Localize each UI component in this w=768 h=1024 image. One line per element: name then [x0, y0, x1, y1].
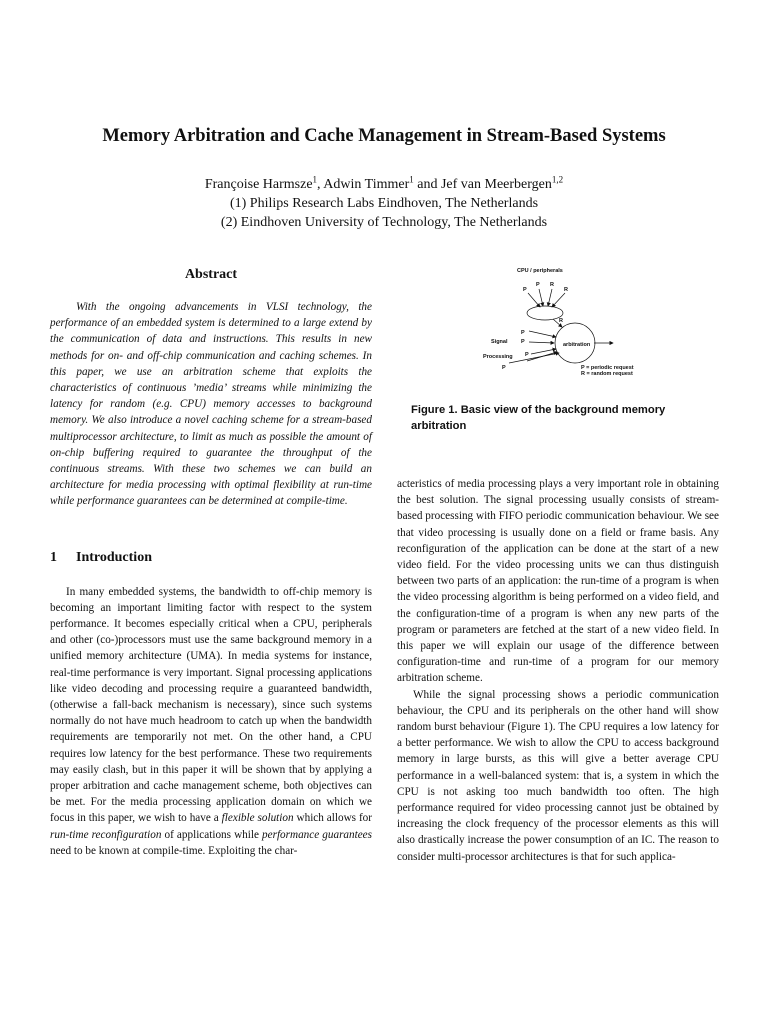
figure-caption: Figure 1. Basic view of the background memory arbitration: [411, 404, 666, 432]
signal-label: Signal: [491, 339, 508, 345]
affiliation-mark: 1,2: [551, 174, 564, 185]
section-number: 1: [50, 549, 57, 565]
author-name: Jef van Meerbergen: [440, 177, 552, 192]
emphasis-text: flexible solution: [221, 812, 294, 825]
legend-periodic: P = periodic request: [581, 365, 634, 371]
random-label: R: [559, 318, 563, 324]
body-paragraph: acteristics of media processing plays a very important role in obtaining the best solution. The signal processing usually consists of stream-based processing with FIFO periodic communication behaviour. We see that video processing is usually done on a field or frame basis. Any reconfiguration of the application can be done at the start of a new video field. For the video processing units we can thus distinguish between two parts of an application: the run-time of a program is when the video processing algorithm is being performed on a video field, and the configuration-time of a program is when any new parts of the program or parameters are fetched at the start of a new video field. In this paper we will explain our usage of the difference between configuration-time and run-time of a program for our memory arbitration scheme.: [397, 478, 719, 685]
periodic-label: P: [502, 365, 506, 371]
text-run: which allows for: [293, 812, 372, 825]
legend-random: R = random request: [581, 371, 633, 377]
author-name: Adwin Timmer: [323, 177, 410, 192]
affiliation-2: (2) Eindhoven University of Technology, The Netherlands: [220, 215, 548, 230]
affiliation-1: (1) Philips Research Labs Eindhoven, The Netherlands: [229, 196, 539, 211]
figure-1: [397, 263, 719, 393]
right-text-block: [397, 476, 719, 865]
author-line: [40, 175, 728, 194]
request-arrow: [509, 353, 559, 363]
text-run: In many embedded systems, the bandwidth to off-chip memory is becoming an important limiting factor with respect to the system performance. It becomes especially critical when a CPU, peripherals and other (co-)processors must use the same background memory in a unified memory architecture (UMA). In media systems for instance, real-time performance is very important. Signal processing applications like video decoding and processing require a guaranteed bandwidth, (otherwise a fall-back mechanism is necessary), since such systems normally do not have much headroom to catch up when the bandwidth requirements are temporarily not met. On the other hand, a CPU requires low latency for the best performance. These two requirements may easily clash, but in this paper it will be shown that by applying a proper arbitration and cache management scheme, both objectives can be met. For the media processing application domain on which we focus in this paper, we wish to have a: [50, 585, 372, 825]
cpu-request-queue-shape: [527, 306, 563, 320]
request-arrow: [548, 289, 552, 306]
periodic-label: P: [521, 330, 525, 336]
section-heading: [50, 548, 372, 568]
emphasis-text: run-time reconfiguration: [50, 828, 162, 841]
cpu-peripherals-label: CPU / peripherals: [517, 268, 563, 274]
text-run: need to be known at compile-time. Exploiting the char-: [50, 844, 298, 857]
paper-title: Memory Arbitration and Cache Management in Stream-Based Systems: [102, 126, 666, 146]
author-block: [40, 175, 728, 232]
section-title: Introduction: [76, 549, 152, 565]
text-run: of applications while: [161, 828, 263, 841]
affiliation-mark: 1: [312, 174, 318, 185]
author-separator: and: [413, 177, 441, 192]
arbitration-diagram: [397, 263, 719, 393]
request-arrow: [527, 352, 557, 361]
request-arrow: [552, 293, 565, 307]
request-arrow: [529, 342, 554, 343]
emphasis-text: performance guarantees: [262, 828, 373, 841]
periodic-label: P: [525, 352, 529, 358]
arbitration-label: arbitration: [563, 342, 591, 348]
request-arrow: [539, 289, 543, 306]
periodic-label: P: [523, 287, 527, 293]
body-paragraph: While the signal processing shows a periodic communication behaviour, the CPU and its peripherals on the other hand will show random burst behaviour (Figure 1). The CPU requires a low latency for a better performance. We wish to allow the CPU to access background memory in large bursts, as this will give a better average CPU performance in a well-balanced system: that is, a system in which the CPU is not asking too much bandwidth too often. The high performance required for video processing cannot just be obtained by increasing the clock frequency of the processor elements as this will also drastically increase the power consumption of an IC. The reason to consider multi-processor architectures is that for such applica-: [397, 688, 719, 863]
affiliation-mark: 1: [409, 174, 414, 185]
author-name: Françoise Harmsze: [204, 177, 313, 192]
request-arrow: [528, 293, 540, 307]
periodic-label: P: [536, 282, 540, 288]
request-arrow: [529, 331, 556, 337]
author-separator: ,: [317, 177, 324, 192]
random-label: R: [564, 287, 568, 293]
intro-paragraph: [50, 584, 372, 859]
periodic-label: P: [521, 339, 525, 345]
abstract-text: With the ongoing advancements in VLSI technology, the performance of an embedded system is determined to a large extend by the communication of data and instructions. This results in new methods for on- and off-chip communication and caching schemes. In this paper, we use an arbitration scheme that exploits the characteristics of continuous ’media’ streams while minimizing the latency for random (e.g. CPU) memory accesses to background memory. We also introduce a novel caching scheme for a stream-based multiprocessor architecture, to limit as much as possible the amount of on-chip buffering required to guarantee the throughput of the continuous streams. With these two schemes we can build an architecture for media processing with optimal flexibility at run-time while performance guarantees can be determined at compile-time.: [50, 301, 372, 508]
left-column: [50, 265, 372, 859]
abstract-heading: Abstract: [184, 267, 238, 282]
processing-label: Processing: [483, 354, 513, 360]
random-label: R: [550, 282, 554, 288]
right-column: [397, 263, 719, 865]
